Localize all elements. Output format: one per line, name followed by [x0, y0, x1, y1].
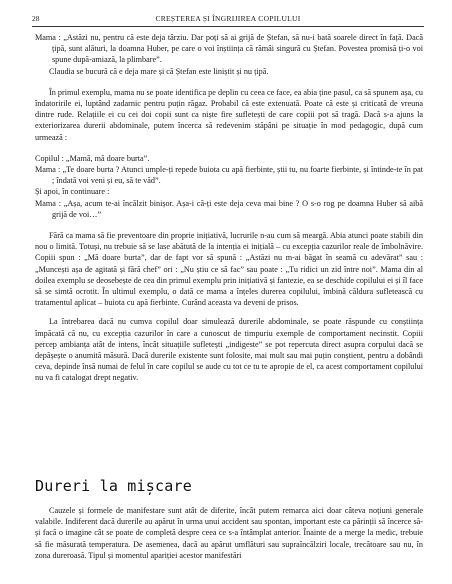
dialogue-mother: Mama : „Astăzi nu, pentru că este deja târziu. Dar poți să ai grijă de Ștefan, să nu-i bată soarele direct în față. Dacă țipă, sunt alături, la doamna Huber, pe care o voi înștiința că rămâi singură cu Ștefan. Povestea promisă ți-o voi spune după-amiază, la plimbare”. [35, 33, 423, 65]
spacer [35, 77, 423, 87]
paragraph-movement-pain: Cauzele și formele de manifestare sunt atât de diferite, încât putem remarca aici doar câteva noțiuni generale valabile. Indiferent dacă durerile au apărut în urma unui accident sau spontan, important este ca părinții să încerce să-și facă o imagine cât se poate de completă despre ceea ce s-a întâmplat anterior. Înainte de a merge la medic, trebuie să fie măsurată temperatura. De asemenea, dacă au apărut umflături sau supraîncălziri locale, trecătoare sau nu, în zona dureroasă. Tipul și momentul apariției acestor manifestări [35, 506, 423, 560]
header-rule [32, 26, 424, 27]
paragraph-first-example: În primul exemplu, mama nu se poate identifica pe deplin cu ceea ce face, ea abia ține pasul, ca să spunem așa, cu îndatoririle ei, luptând zadarnic pentru puțin răgaz. Probabil că este extenuată. Poate că este și criticată de vreuna dintre rude. Relațiile ei cu cei doi copii sunt ca niște fire sufletești de care copiii pot să tragă. Dacă s-a ajuns la exteriorizarea durerii abdominale, putem încerca să redevenim stăpâni pe situație în mod pedagogic, după cum urmează : [35, 87, 423, 142]
page-number: 28 [32, 14, 40, 23]
paragraph-preventive: Fără ca mama să fie preventoare din proprie inițiativă, lucrurile n-au cum să meargă. Abia atunci poate stabili din nou o limită. Totuși, nu trebuie să se lase abătută de la intenția ei inițială – cu excepția cazurilor reale de îmbolnăvire. Copiii spun : „Mă doare burta”, dar de fapt vor să spună : „Astăzi nu m-ai băgat în seamă cu adevărat” sau : „Muncești așa de agitată și fără chef” ori : „Nu știu ce să fac” sau poate : „Tu ridici un zid între noi”. Mama din al doilea exemplu se deosebește de cea din primul exemplu prin inițiativă și fantezie, ea se deschide copilului ei și îl face să se simtă ocrotit. În ultimul exemplu, o dată ce mama a înțeles durerea copilului, îmbină căldura sufletească cu tratamentul aplicat – buiota cu apă fierbinte. Curând aceasta va deveni de prisos. [35, 231, 423, 308]
paragraph-claudia: Claudia se bucură că e deja mare și că Ștefan este liniștit și nu țipă. [49, 66, 269, 76]
page-header [32, 13, 424, 25]
spacer [35, 143, 423, 153]
running-title: CREȘTEREA ȘI ÎNGRIJIREA COPILULUI [155, 14, 301, 23]
paragraph-simulation: La întrebarea dacă nu cumva copilul doar simulează durerile abdominale, se poate răspunde cu conștiința împăcată că nu, cu excepția cazurilor în care a cunoscut de timpuriu exemple de comportament necinstit. Copiii percep ambianța atât de intens, încât situațiile sufletești „indigeste” se pot repercuta direct asupra corpului dacă se depășește o anumită măsură. Dacă durerile existente sunt folosite, mai mult sau mai puțin conștient, pentru a dobândi ceva, depinde însă numai de felul în care copilul se aude cu tot ce tu te apropie de el, ca acest comportament copilului nu va fi catalogat drept negativ. [35, 317, 423, 383]
dialogue-child: Copilul : „Mamă, mă doare burta”. [35, 153, 150, 163]
section-heading: Dureri la mișcare [35, 477, 192, 495]
dialogue-continuation: Și apoi, în continuare : [35, 187, 110, 197]
dialogue-mother-2: Mama : „Te doare burta ? Atunci umple-ți repede buiota cu apă fierbinte, știi tu, nu foarte fierbinte, și întinde-te în pat ; îndată voi veni și eu, să te văd”. [35, 165, 423, 186]
dialogue-mother-3: Mama : „Așa, acum te-ai încălzit binișor. Așa-i că-ți este deja ceva mai bine ? O s-o rog pe doamna Huber să aibă grijă de voi…” [35, 198, 423, 219]
spacer [35, 220, 423, 230]
main-text [35, 32, 423, 384]
section-text [35, 505, 423, 561]
